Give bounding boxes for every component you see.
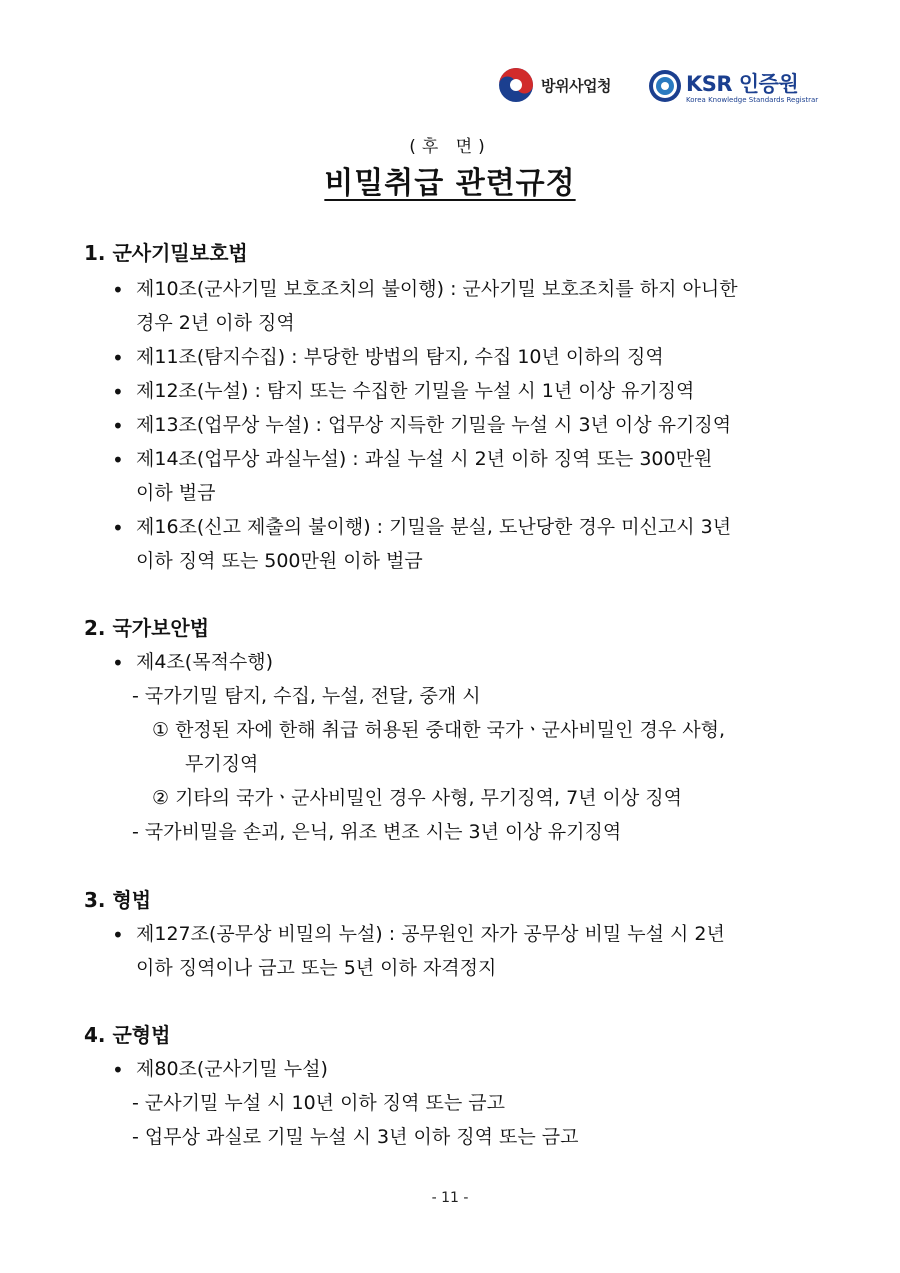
section-line: 제13조(업무상 누설) : 업무상 지득한 기밀을 누설 시 3년 이상 유기징역: [136, 414, 732, 436]
section-line: 경우 2년 이하 징역: [136, 312, 295, 334]
bullet: •: [112, 414, 124, 438]
section-heading: 3. 형법: [84, 888, 152, 912]
ksr-name: KSR 인증원: [686, 72, 799, 96]
section-heading: 1. 군사기밀보호법: [84, 241, 248, 265]
ksr-subtitle: Korea Knowledge Standards Registrar: [686, 96, 819, 104]
section-line: - 국가비밀을 손괴, 은닉, 위조 변조 시는 3년 이상 유기징역: [132, 821, 622, 843]
bullet: •: [112, 651, 124, 675]
taegeuk-emblem-icon: [497, 66, 535, 104]
section-line: 이하 징역이나 금고 또는 5년 이하 자격정지: [136, 957, 497, 979]
page-title-wrap: [0, 158, 900, 202]
section-line: 제12조(누설) : 탐지 또는 수집한 기밀을 누설 시 1년 이상 유기징역: [136, 380, 695, 402]
dapa-logo: [495, 66, 630, 106]
section-line: 제127조(공무상 비밀의 누설) : 공무원인 자가 공무상 비밀 누설 시 2년: [136, 923, 725, 945]
section-heading: 2. 국가보안법: [84, 616, 210, 640]
section-line: 제10조(군사기밀 보호조치의 불이행) : 군사기밀 보호조치를 하지 아니한: [136, 278, 738, 300]
page-title: 비밀취급 관련규정: [324, 166, 576, 201]
section-line: 이하 징역 또는 500만원 이하 벌금: [136, 550, 423, 572]
bullet: •: [112, 448, 124, 472]
section-line: 제80조(군사기밀 누설): [136, 1058, 328, 1080]
bullet: •: [112, 516, 124, 540]
page-subtitle: (후 면): [409, 137, 491, 157]
section-line: ① 한정된 자에 한해 취급 허용된 중대한 국가ㆍ군사비밀인 경우 사형,: [152, 719, 725, 741]
section-line: ② 기타의 국가ㆍ군사비밀인 경우 사형, 무기징역, 7년 이상 징역: [152, 787, 683, 809]
section-line: 무기징역: [185, 753, 259, 775]
section-line: 제14조(업무상 과실누설) : 과실 누설 시 2년 이하 징역 또는 300만원: [136, 448, 713, 470]
bullet: •: [112, 278, 124, 302]
bullet: •: [112, 1058, 124, 1082]
bullet: •: [112, 346, 124, 370]
section-line: 제16조(신고 제출의 불이행) : 기밀을 분실, 도난당한 경우 미신고시 3년: [136, 516, 732, 538]
section-line: 이하 벌금: [136, 482, 216, 504]
section-line: 제11조(탐지수집) : 부당한 방법의 탐지, 수집 10년 이하의 징역: [136, 346, 664, 368]
bullet: •: [112, 923, 124, 947]
section-line: 제4조(목적수행): [136, 651, 274, 673]
section-line: - 국가기밀 탐지, 수집, 누설, 전달, 중개 시: [132, 685, 481, 707]
bullet: •: [112, 380, 124, 404]
section-line: - 업무상 과실로 기밀 누설 시 3년 이하 징역 또는 금고: [132, 1126, 579, 1148]
header-logos: [495, 62, 825, 114]
ksr-logo: [648, 66, 828, 110]
ksr-seal-icon: [648, 69, 682, 103]
dapa-name: 방위사업청: [541, 77, 611, 95]
section-line: - 군사기밀 누설 시 10년 이하 징역 또는 금고: [132, 1092, 506, 1114]
section-heading: 4. 군형법: [84, 1023, 171, 1047]
page-number: - 11 -: [431, 1190, 469, 1206]
